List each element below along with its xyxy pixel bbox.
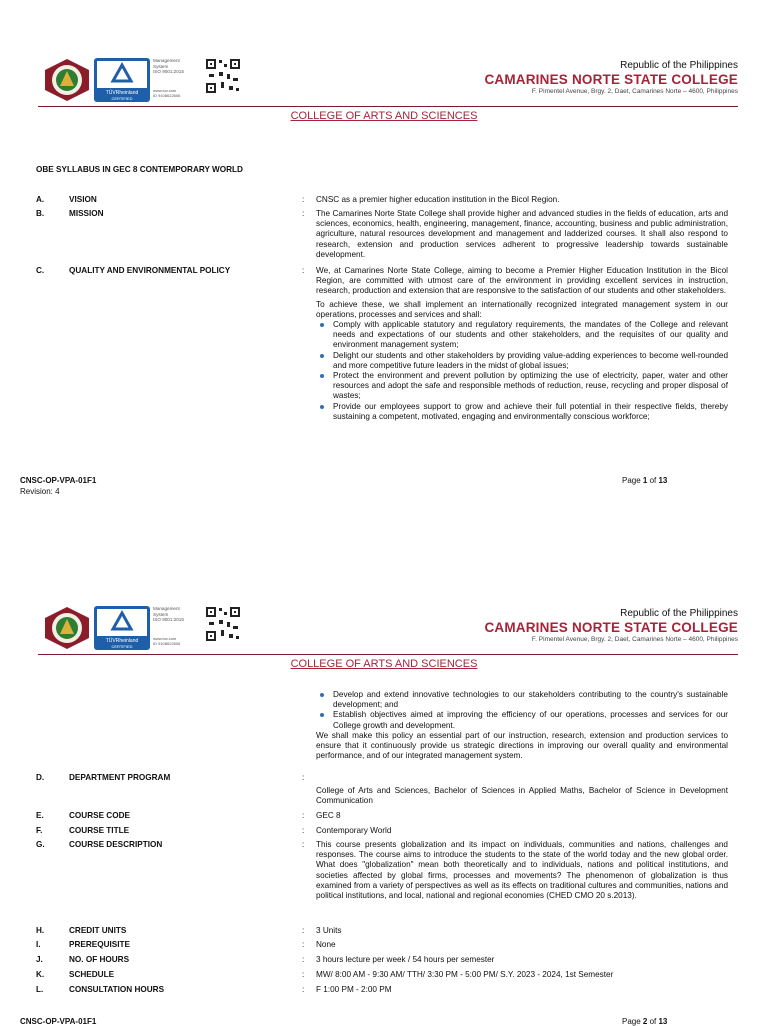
- list-item: Provide our employees support to grow and achieve their full potential in their respective fields, thereby sustaining a competent, motivated, engaging and environmentally conscious workforce;: [316, 402, 728, 422]
- form-code: CNSC-OP-VPA-01F1: [20, 1017, 97, 1026]
- college-name: CAMARINES NORTE STATE COLLEGE: [484, 72, 738, 87]
- tuv-id: www.tuv.com ID 9108622606: [153, 88, 181, 98]
- page-number: Page 2 of 13: [622, 1017, 668, 1026]
- list-item: Establish objectives aimed at improving the efficiency of our operations, processes and services for our College growth and development.: [316, 710, 728, 730]
- unit-title: COLLEGE OF ARTS AND SCIENCES: [290, 110, 478, 122]
- header-divider: [38, 654, 738, 655]
- unit-title: COLLEGE OF ARTS AND SCIENCES: [290, 658, 478, 670]
- republic-label: Republic of the Philippines: [620, 608, 738, 619]
- college-name: CAMARINES NORTE STATE COLLEGE: [484, 620, 738, 635]
- republic-label: Republic of the Philippines: [620, 60, 738, 71]
- management-system-label: Management System ISO 9001:2015: [153, 58, 184, 75]
- page-2: TÜVRheinland CERTIFIED Management System ISO 9001:2015 www.tuv.com ID 9108622606 Republic of the Philippines CAMARINES NORTE STATE COLLEGE F. Pimentel Avenue, Brgy. 2, Daet, Camarines Norte – 4600, Philippines COLLEGE OF ARTS AND SCIENCES Develop and extend innovative technologies to our stakeholders contributing to the country's sustainable development; and Establish objectives aimed at improving the efficiency of our operations, processes and services for our College growth and development. We shall make this policy an essential part of our instruction, research, extension and production services to ensure that it continuously provide us strategic directions in improving our overall quality and environmental performance, and of our integrated management system. D. DEPARTMENT PROGRAM : College of Arts and Sciences, Bachelor of Sciences in Applied Maths, Bachelor of Science in Development Communication E. COURSE CODE : GEC 8 F. COURSE TITLE : Contemporary World G. COURSE DESCRIPTION : This course presents globalization and its impact on individuals, communities and nations, challenges and responses. The course aims to introduce the students to the state of the world today and the new global order. What does "globalization" mean both theoretically and to individuals, nations and political institutions, and societies affected by global firms, processes and movements? The phenomenon of globalization is thus examined from a variety of perspectives as well as its effects on traditional cultures and communities, nations and political institutions, and local, national and regional economies (CHED CMO 20 s.2013). H. CREDIT UNITS : 3 Units I. PREREQUISITE : None J. NO. OF HOURS : 3 hours lecture per week / 54 hours per semester K. SCHEDULE : MW/ 8:00 AM - 9:30 AM/ TTH/ 3:30 PM - 5:00 PM/ S.Y. 2023 - 2024, 1st Semester L. CONSULTATION HOURS : F 1:00 PM - 2:00 PM CNSC-OP-VPA-01F1 Page 2 of 13: [0, 0, 768, 1024]
- form-code: CNSC-OP-VPA-01F1: [20, 476, 97, 485]
- list-item: Delight our students and other stakeholders by providing value-adding experiences to become well-rounded and more competitive future leaders in the midst of global issues;: [316, 351, 728, 371]
- policy-closing: We shall make this policy an essential part of our instruction, research, extension and production services to ensure that it continuously provide us strategic directions in improving our overall quality and environmental performance, and of our integrated management system.: [316, 730, 728, 761]
- management-system-label: Management System ISO 9001:2015: [153, 606, 184, 623]
- college-address: F. Pimentel Avenue, Brgy. 2, Daet, Camarines Norte – 4600, Philippines: [531, 88, 738, 95]
- college-seal-icon: [42, 606, 92, 650]
- list-item: Comply with applicable statutory and regulatory requirements, the mandates of the College and relevant needs and expectations of our students and other stakeholders, and the requisites of our quality and environment management system;: [316, 320, 728, 351]
- page-1: TÜVRheinland CERTIFIED Management System ISO 9001:2015 www.tuv.com ID 9108622606 Republic of the Philippines CAMARINES NORTE STATE COLLEGE F. Pimentel Avenue, Brgy. 2, Daet, Camarines Norte – 4600, Philippines COLLEGE OF ARTS AND SCIENCES OBE SYLLABUS IN GEC 8 CONTEMPORARY WORLD A. VISION : CNSC as a premier higher education institution in the Bicol Region. B. MISSION : The Camarines Norte State College shall provide higher and advanced studies in the fields of education, arts and sciences, economics, health, engineering, management, finance, accounting, business and public administration, agriculture, natural resources development and management and ladderized courses. It shall also respond to research, extension and production services adherent to progressive leadership towards sustainable development. C. QUALITY AND ENVIRONMENTAL POLICY : We, at Camarines Norte State College, aiming to become a Premier Higher Education Institution in the Bicol Region, are committed with utmost care of the environment in providing excellent services in instruction, research, production and extension that are responsive to the satisfaction of our students and other stakeholders. To achieve these, we shall implement an internationally recognized integrated management system in our operations, processes and services and shall: Comply with applicable statutory and regulatory requirements, the mandates of the College and relevant needs and expectations of our students and other stakeholders, and the requisites of our quality and environment management system; Delight our students and other stakeholders by providing value-adding experiences to become well-rounded and more competitive future leaders in the midst of global issues; Protect the environment and prevent pollution by optimizing the use of electricity, paper, water and other resources and adopt the safe and responsible methods of reduction, reuse, recycling and proper disposal of wastes; Provide our employees support to grow and achieve their full potential in their respective fields, thereby sustaining a competent, motivated, engaging and environmentally conscious workforce; CNSC-OP-VPA-01F1 Revision: 4 Page 1 of 13: [0, 0, 768, 512]
- list-item: Protect the environment and prevent pollution by optimizing the use of electricity, paper, water and other resources and adopt the safe and responsible methods of reduction, reuse, recycling and proper disposal of wastes;: [316, 371, 728, 402]
- policy-text: We, at Camarines Norte State College, aiming to become a Premier Higher Education Institution in the Bicol Region, are committed with utmost care of the environment in providing excellent services in instruction, research, production and extension that are responsive to the satisfaction of our students and other stakeholders. To achieve these, we shall implement an internationally recognized integrated management system in our operations, processes and services and shall: Comply with applicable statutory and regulatory requirements, the mandates of the College and relevant needs and expectations of our students and other stakeholders, and the requisites of our quality and environment management system; Delight our students and other stakeholders by providing value-adding experiences to become well-rounded and more competitive future leaders in the midst of global issues; Protect the environment and prevent pollution by optimizing the use of electricity, paper, water and other resources and adopt the safe and responsible methods of reduction, reuse, recycling and proper disposal of wastes; Provide our employees support to grow and achieve their full potential in their respective fields, thereby sustaining a competent, motivated, engaging and environmentally conscious workforce;: [316, 266, 728, 421]
- college-address: F. Pimentel Avenue, Brgy. 2, Daet, Camarines Norte – 4600, Philippines: [531, 636, 738, 643]
- policy-continuation: [316, 690, 728, 761]
- page-number: Page 1 of 13: [622, 476, 668, 485]
- policy-bullet-list: [316, 690, 728, 731]
- svg-text:CERTIFIED: CERTIFIED: [111, 644, 133, 649]
- tuv-id: www.tuv.com ID 9108622606: [153, 636, 181, 646]
- tuv-certification-icon: [94, 606, 150, 650]
- qr-code-icon: [205, 606, 241, 642]
- list-item: Develop and extend innovative technologies to our stakeholders contributing to the country's sustainable development; and: [316, 690, 728, 710]
- revision-label: Revision: 4: [20, 487, 60, 496]
- syllabus-title: OBE SYLLABUS IN GEC 8 CONTEMPORARY WORLD: [36, 165, 243, 174]
- svg-text:TÜVRheinland: TÜVRheinland: [105, 90, 139, 96]
- svg-text:CERTIFIED: CERTIFIED: [111, 96, 133, 101]
- svg-text:TÜVRheinland: TÜVRheinland: [105, 638, 139, 644]
- letterhead: [0, 598, 768, 670]
